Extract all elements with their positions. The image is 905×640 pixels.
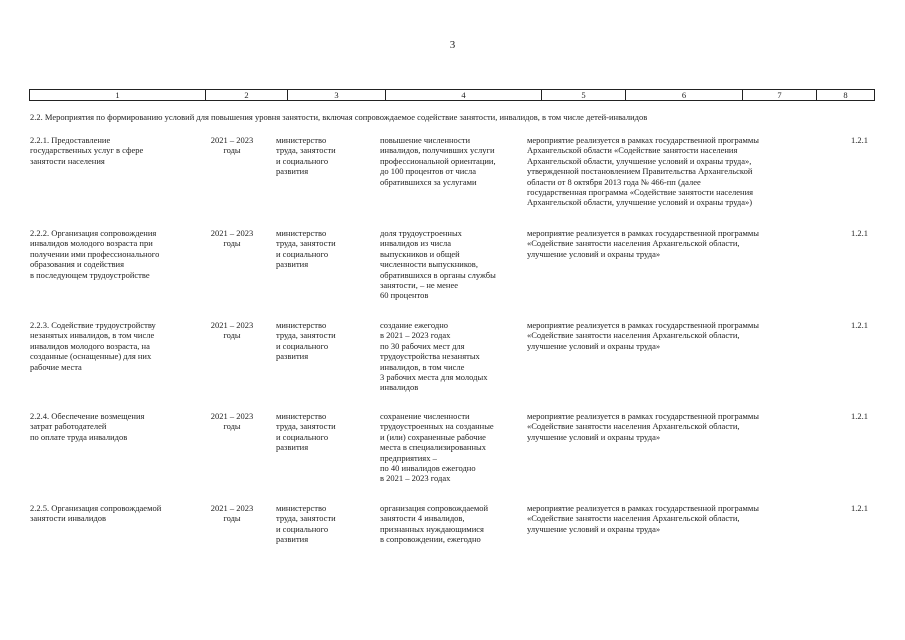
executor: министерство труда, занятости и социального развития: [276, 411, 336, 453]
reference: 1.2.1: [851, 411, 868, 421]
measure-name: 2.2.4. Обеспечение возмещения затрат работодателей по оплате труда инвалидов: [30, 411, 145, 442]
indicator: сохранение численности трудоустроенных на созданные и (или) сохраненные рабочие места в специализированных предприятиях – по 40 инвалидов ежегодно в 2021 – 2023 годах: [380, 411, 494, 484]
indicator: повышение численности инвалидов, получивших услуги профессиональной ориентации, до 100 процентов от числа обратившихся за услугами: [380, 135, 496, 187]
note: мероприятие реализуется в рамках государственной программы Архангельской области «Содействие занятости населения Архангельской области, улучшение условий и охраны труда», утвержденной постановлением Правительства Архангельской области от 8 октября 2013 года № 466-пп (далее государственная программа «Содействие занятости населения Архангельской области, улучшение условий и охраны труда»): [527, 135, 759, 208]
measure-name: 2.2.3. Содействие трудоустройству незанятых инвалидов, в том числе инвалидов молодого возраста, на созданные (оснащенные) для них рабочие места: [30, 320, 156, 372]
reference: 1.2.1: [851, 320, 868, 330]
indicator: организация сопровождаемой занятости 4 инвалидов, признанных нуждающимися в сопровождении, ежегодно: [380, 503, 489, 545]
executor: министерство труда, занятости и социального развития: [276, 320, 336, 362]
column-number: 7: [743, 90, 817, 101]
column-number: 3: [288, 90, 386, 101]
note: мероприятие реализуется в рамках государственной программы «Содействие занятости населения Архангельской области, улучшение условий и охраны труда»: [527, 411, 759, 442]
page-number: 3: [449, 39, 456, 51]
reference: 1.2.1: [851, 135, 868, 145]
period: 2021 – 2023 годы: [210, 411, 254, 432]
section-title: 2.2. Мероприятия по формированию условий для повышения уровня занятости, включая сопровождаемое содействие занятости, инвалидов, в том числе детей-инвалидов: [30, 112, 648, 122]
reference: 1.2.1: [851, 228, 868, 238]
reference: 1.2.1: [851, 503, 868, 513]
column-number: 2: [206, 90, 288, 101]
column-number: 8: [817, 90, 875, 101]
measure-name: 2.2.5. Организация сопровождаемой занятости инвалидов: [30, 503, 162, 524]
column-number: 1: [30, 90, 206, 101]
column-number: 6: [626, 90, 743, 101]
executor: министерство труда, занятости и социального развития: [276, 135, 336, 177]
note: мероприятие реализуется в рамках государственной программы «Содействие занятости населения Архангельской области, улучшение условий и охраны труда»: [527, 228, 759, 259]
measure-name: 2.2.1. Предоставление государственных услуг в сфере занятости населения: [30, 135, 144, 166]
period: 2021 – 2023 годы: [210, 503, 254, 524]
executor: министерство труда, занятости и социального развития: [276, 503, 336, 545]
note: мероприятие реализуется в рамках государственной программы «Содействие занятости населения Архангельской области, улучшение условий и охраны труда»: [527, 503, 759, 534]
indicator: создание ежегодно в 2021 – 2023 годах по 30 рабочих мест для трудоустройства незанятых инвалидов, в том числе 3 рабочих места для молодых инвалидов: [380, 320, 488, 393]
indicator: доля трудоустроенных инвалидов из числа выпускников и общей численности выпускников, обратившихся в органы службы занятости, – не менее 60 процентов: [380, 228, 496, 301]
column-number-header: [29, 89, 875, 101]
period: 2021 – 2023 годы: [210, 320, 254, 341]
period: 2021 – 2023 годы: [210, 228, 254, 249]
note: мероприятие реализуется в рамках государственной программы «Содействие занятости населения Архангельской области, улучшение условий и охраны труда»: [527, 320, 759, 351]
column-number: 4: [386, 90, 542, 101]
column-number: 5: [542, 90, 626, 101]
period: 2021 – 2023 годы: [210, 135, 254, 156]
executor: министерство труда, занятости и социального развития: [276, 228, 336, 270]
measure-name: 2.2.2. Организация сопровождения инвалидов молодого возраста при получении ими профессионального образования и содействия в последующем трудоустройстве: [30, 228, 160, 280]
